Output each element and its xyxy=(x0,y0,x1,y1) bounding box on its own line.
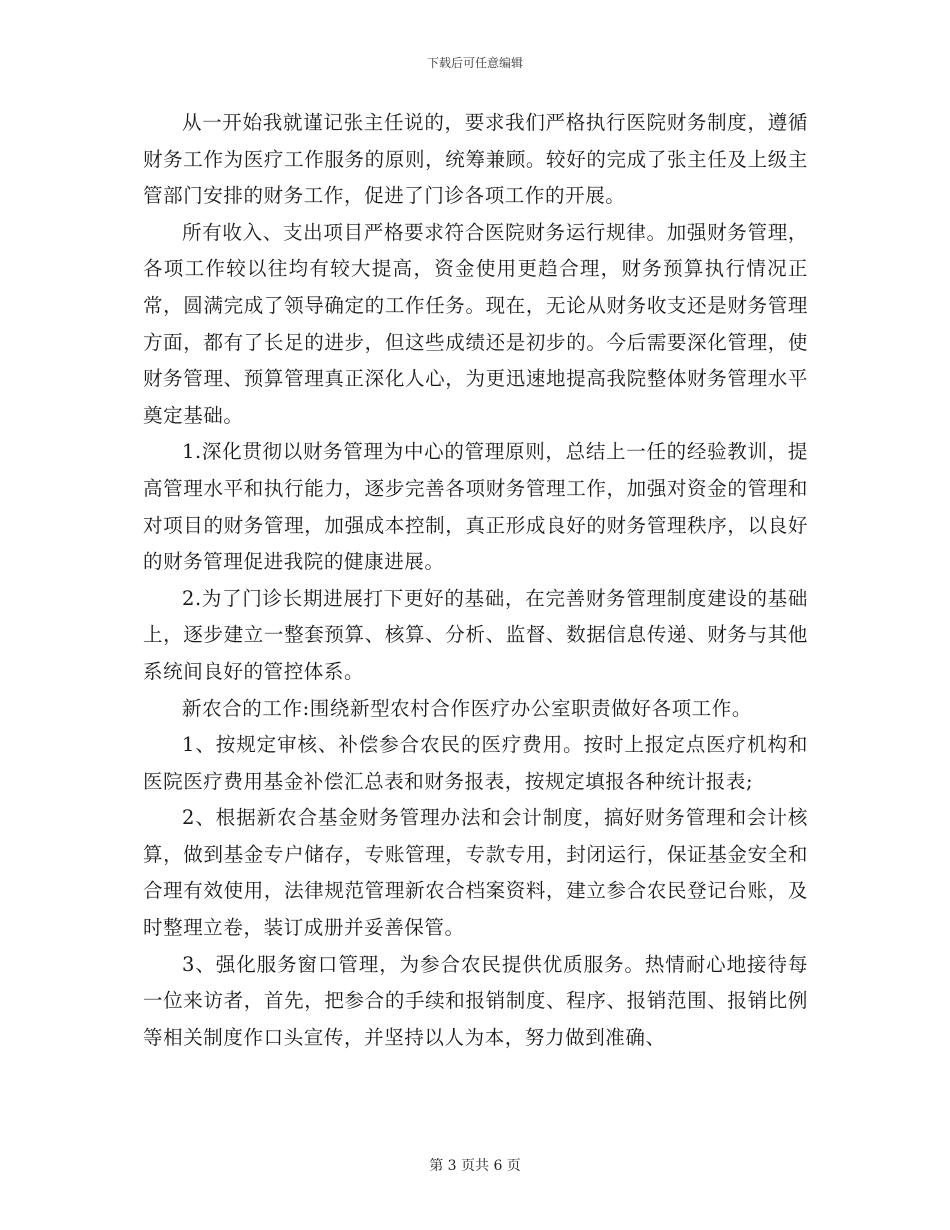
document-body xyxy=(143,105,808,1056)
page-header-note: 下载后可任意编辑 xyxy=(426,56,523,70)
paragraph: 2.为了门诊长期进展打下更好的基础，在完善财务管理制度建设的基础上，逐步建立一整套预算、核算、分析、监督、数据信息传递、财务与其他系统间良好的管控体系。 xyxy=(143,586,808,683)
paragraph: 2、根据新农合基金财务管理办法和会计制度，搞好财务管理和会计核算，做到基金专户储存，专账管理，专款专用，封闭运行，保证基金安全和合理有效使用，法律规范管理新农合档案资料，建立参合农民登记台账，及时整理立卷，装订成册并妥善保管。 xyxy=(143,806,808,940)
page-number-footer: 第 3 页共 6 页 xyxy=(429,1158,521,1174)
paragraph: 1、按规定审核、补偿参合农民的医疗费用。按时上报定点医疗机构和医院医疗费用基金补偿汇总表和财务报表，按规定填报各种统计报表; xyxy=(143,733,808,793)
paragraph: 所有收入、支出项目严格要求符合医院财务运行规律。加强财务管理，各项工作较以往均有较大提高，资金使用更趋合理，财务预算执行情况正常，圆满完成了领导确定的工作任务。现在，无论从财务收支还是财务管理方面，都有了长足的进步，但这些成绩还是初步的。今后需要深化管理，使财务管理、预算管理真正深化人心，为更迅速地提高我院整体财务管理水平奠定基础。 xyxy=(143,220,808,427)
paragraph: 3、强化服务窗口管理，为参合农民提供优质服务。热情耐心地接待每一位来访者，首先，把参合的手续和报销制度、程序、报销范围、报销比例等相关制度作口头宣传，并坚持以人为本，努力做到准确、 xyxy=(143,952,808,1049)
paragraph: 从一开始我就谨记张主任说的，要求我们严格执行医院财务制度，遵循财务工作为医疗工作服务的原则，统筹兼顾。较好的完成了张主任及上级主管部门安排的财务工作，促进了门诊各项工作的开展。 xyxy=(143,111,808,208)
paragraph: 1.深化贯彻以财务管理为中心的管理原则，总结上一任的经验教训，提高管理水平和执行能力，逐步完善各项财务管理工作，加强对资金的管理和对项目的财务管理，加强成本控制，真正形成良好的财务管理秩序，以良好的财务管理促进我院的健康进展。 xyxy=(143,440,808,574)
paragraph: 新农合的工作:围绕新型农村合作医疗办公室职责做好各项工作。 xyxy=(182,696,752,720)
